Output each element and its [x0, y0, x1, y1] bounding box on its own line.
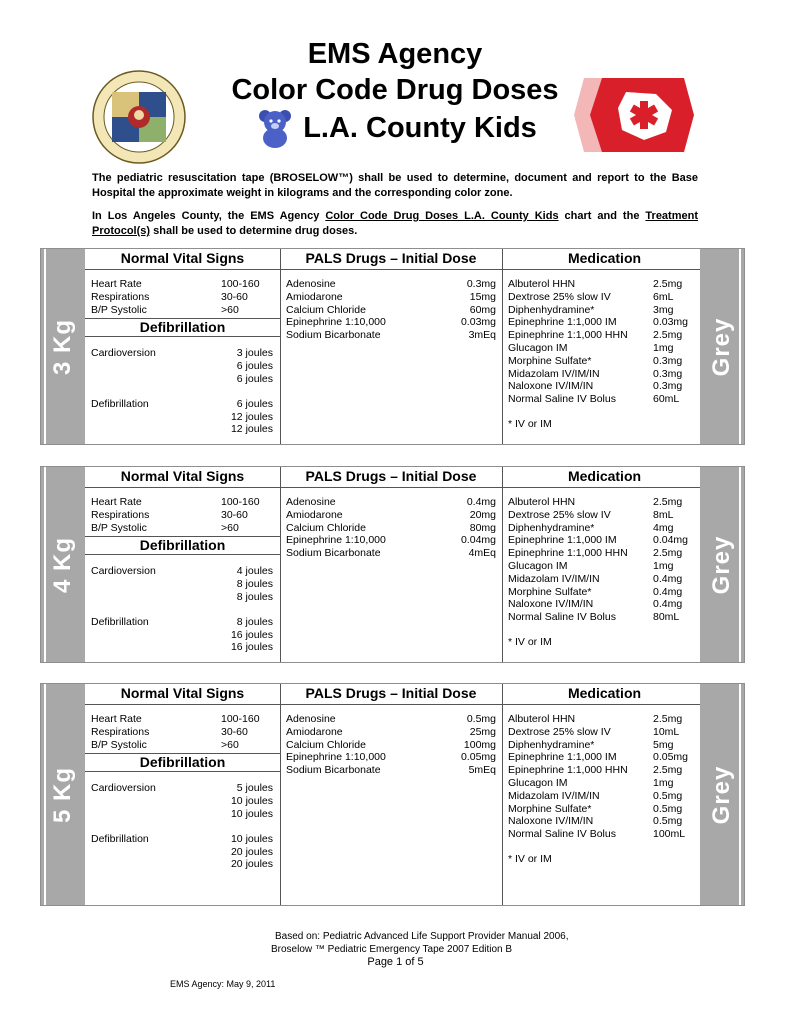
treatment-protocols-link: Treatment Protocol(s) — [92, 210, 698, 237]
pals-drug-row: Adenosine 0.5mg — [286, 713, 496, 725]
dose-panel — [40, 466, 745, 663]
vital-row: Respirations 30-60 — [91, 290, 248, 303]
pals-heading: PALS Drugs – Initial Dose — [280, 684, 502, 705]
medication-row: Midazolam IV/IM/IN 0.3mg — [508, 367, 683, 380]
color-zone-bar — [700, 249, 744, 444]
county-seal-logo — [92, 70, 186, 164]
medication-row: Albuterol HHN 2.5mg — [508, 496, 683, 508]
pals-heading: PALS Drugs – Initial Dose — [280, 249, 502, 270]
medication-row: Naloxone IV/IM/IN 0.4mg — [508, 598, 683, 611]
medication-row: Naloxone IV/IM/IN 0.5mg — [508, 815, 683, 828]
color-zone-bar — [700, 684, 744, 905]
medication-row: Albuterol HHN 2.5mg — [508, 713, 683, 725]
defibrillation-heading: Defibrillation — [85, 318, 280, 337]
vitals-column — [85, 684, 281, 905]
route-note: * IV or IM — [508, 852, 552, 865]
medication-column — [502, 684, 708, 905]
pals-drug-row: Amiodarone 15mg — [286, 290, 496, 303]
weight-label: 3 Kg — [49, 318, 76, 375]
defibrillation-group: Defibrillation 10 joules 20 joules 20 joules — [91, 832, 273, 871]
weight-label-bar — [41, 467, 85, 662]
route-note: * IV or IM — [508, 635, 552, 648]
medication-row: Normal Saline IV Bolus 100mL — [508, 828, 686, 841]
vital-row: Heart Rate 100-160 — [91, 713, 260, 725]
medication-row: Albuterol HHN 2.5mg — [508, 278, 683, 290]
title-line-2: Color Code Drug Doses — [231, 74, 559, 106]
vital-row: Heart Rate 100-160 — [91, 278, 260, 290]
medication-row: Epinephrine 1:1,000 IM 0.05mg — [508, 751, 689, 764]
color-zone-label: Grey — [708, 317, 735, 376]
defibrillation-heading: Defibrillation — [85, 753, 280, 772]
ems-star-of-life-logo — [574, 70, 694, 160]
medication-heading: Medication — [502, 684, 707, 705]
intro-paragraph-1: The pediatric resuscitation tape (BROSELOW™) shall be used to determine, document and report to the Base Hospital the approximate weight in kilograms and the corresponding color zone. — [92, 172, 698, 199]
medication-row: Dextrose 25% slow IV 6mL — [508, 290, 674, 303]
vital-row: B/P Systolic >60 — [91, 521, 239, 534]
medication-row: Epinephrine 1:1,000 HHN 2.5mg — [508, 764, 683, 777]
pals-drug-row: Calcium Chloride 100mg — [286, 738, 496, 751]
medication-row: Diphenhydramine* 5mg — [508, 738, 674, 751]
medication-row: Normal Saline IV Bolus 60mL — [508, 393, 680, 406]
color-zone-bar — [700, 467, 744, 662]
title-line-3: L.A. County Kids — [303, 112, 537, 144]
defibrillation-group: Defibrillation 6 joules 12 joules 12 joules — [91, 397, 273, 436]
vitals-heading: Normal Vital Signs — [85, 249, 280, 270]
medication-row: Epinephrine 1:1,000 IM 0.04mg — [508, 534, 689, 547]
pals-drug-row: Sodium Bicarbonate 3mEq — [286, 329, 496, 342]
pals-drug-row: Sodium Bicarbonate 5mEq — [286, 764, 496, 777]
pals-column — [280, 249, 503, 444]
vital-row: B/P Systolic >60 — [91, 303, 239, 316]
vitals-column — [85, 249, 281, 444]
dose-panel — [40, 248, 745, 445]
medication-row: Morphine Sulfate* 0.4mg — [508, 585, 683, 598]
color-code-chart-link: Color Code Drug Doses L.A. County Kids — [325, 210, 559, 222]
vital-row: Respirations 30-60 — [91, 725, 248, 738]
medication-row: Dextrose 25% slow IV 10mL — [508, 725, 680, 738]
medication-row: Naloxone IV/IM/IN 0.3mg — [508, 380, 683, 393]
defibrillation-heading: Defibrillation — [85, 536, 280, 555]
pals-drug-row: Calcium Chloride 60mg — [286, 303, 496, 316]
vital-row: B/P Systolic >60 — [91, 738, 239, 751]
pals-drug-row: Adenosine 0.4mg — [286, 496, 496, 508]
intro-paragraph-2: In Los Angeles County, the EMS Agency Color Code Drug Doses L.A. County Kids chart and the Treatment Protocol(s) shall be used to determine drug doses. — [92, 210, 698, 237]
footer-sources: Based on: Pediatric Advanced Life Support Provider Manual 2006, Broselow ™ Pediatric Emergency Tape 2007 Edition B — [271, 931, 569, 955]
pals-drug-row: Amiodarone 25mg — [286, 725, 496, 738]
medication-row: Epinephrine 1:1,000 HHN 2.5mg — [508, 329, 683, 342]
medication-heading: Medication — [502, 249, 707, 270]
pals-drug-row: Epinephrine 1:10,000 0.04mg — [286, 534, 496, 547]
page-title — [200, 36, 590, 157]
pals-column — [280, 467, 503, 662]
medication-column — [502, 467, 708, 662]
medication-row: Midazolam IV/IM/IN 0.5mg — [508, 789, 683, 802]
pals-drug-row: Epinephrine 1:10,000 0.05mg — [286, 751, 496, 764]
medication-heading: Medication — [502, 467, 707, 488]
color-zone-label: Grey — [708, 535, 735, 594]
color-zone-label: Grey — [708, 765, 735, 824]
medication-row: Glucagon IM 1mg — [508, 559, 674, 572]
weight-label: 5 Kg — [49, 766, 76, 823]
cardioversion-group: Cardioversion 3 joules 6 joules 6 joules — [91, 347, 273, 385]
weight-label-bar — [41, 249, 85, 444]
pals-column — [280, 684, 503, 905]
weight-label-bar — [41, 684, 85, 905]
medication-row: Dextrose 25% slow IV 8mL — [508, 508, 674, 521]
medication-row: Epinephrine 1:1,000 HHN 2.5mg — [508, 547, 683, 560]
vital-row: Respirations 30-60 — [91, 508, 248, 521]
medication-column — [502, 249, 708, 444]
page-header — [0, 0, 791, 165]
medication-row: Diphenhydramine* 3mg — [508, 303, 674, 316]
pals-drug-row: Adenosine 0.3mg — [286, 278, 496, 290]
pals-drug-row: Amiodarone 20mg — [286, 508, 496, 521]
title-line-1: EMS Agency — [307, 38, 483, 70]
medication-row: Morphine Sulfate* 0.3mg — [508, 354, 683, 367]
page-number: Page 1 of 5 — [367, 956, 424, 968]
medication-row: Epinephrine 1:1,000 IM 0.03mg — [508, 316, 689, 329]
medication-row: Diphenhydramine* 4mg — [508, 521, 674, 534]
medication-row: Midazolam IV/IM/IN 0.4mg — [508, 572, 683, 585]
pals-drug-row: Sodium Bicarbonate 4mEq — [286, 547, 496, 560]
medication-row: Normal Saline IV Bolus 80mL — [508, 611, 680, 624]
vitals-heading: Normal Vital Signs — [85, 684, 280, 705]
cardioversion-group: Cardioversion 4 joules 8 joules 8 joules — [91, 565, 273, 603]
pals-drug-row: Epinephrine 1:10,000 0.03mg — [286, 316, 496, 329]
medication-row: Glucagon IM 1mg — [508, 341, 674, 354]
defibrillation-group: Defibrillation 8 joules 16 joules 16 joules — [91, 615, 273, 654]
agency-date: EMS Agency: May 9, 2011 — [170, 979, 276, 989]
pals-drug-row: Calcium Chloride 80mg — [286, 521, 496, 534]
teddy-bear-icon — [253, 108, 297, 148]
route-note: * IV or IM — [508, 417, 552, 430]
vital-row: Heart Rate 100-160 — [91, 496, 260, 508]
vitals-column — [85, 467, 281, 662]
medication-row: Morphine Sulfate* 0.5mg — [508, 802, 683, 815]
vitals-heading: Normal Vital Signs — [85, 467, 280, 488]
dose-panel — [40, 683, 745, 906]
weight-label: 4 Kg — [49, 536, 76, 593]
cardioversion-group: Cardioversion 5 joules 10 joules 10 joules — [91, 782, 273, 820]
pals-heading: PALS Drugs – Initial Dose — [280, 467, 502, 488]
medication-row: Glucagon IM 1mg — [508, 776, 674, 789]
